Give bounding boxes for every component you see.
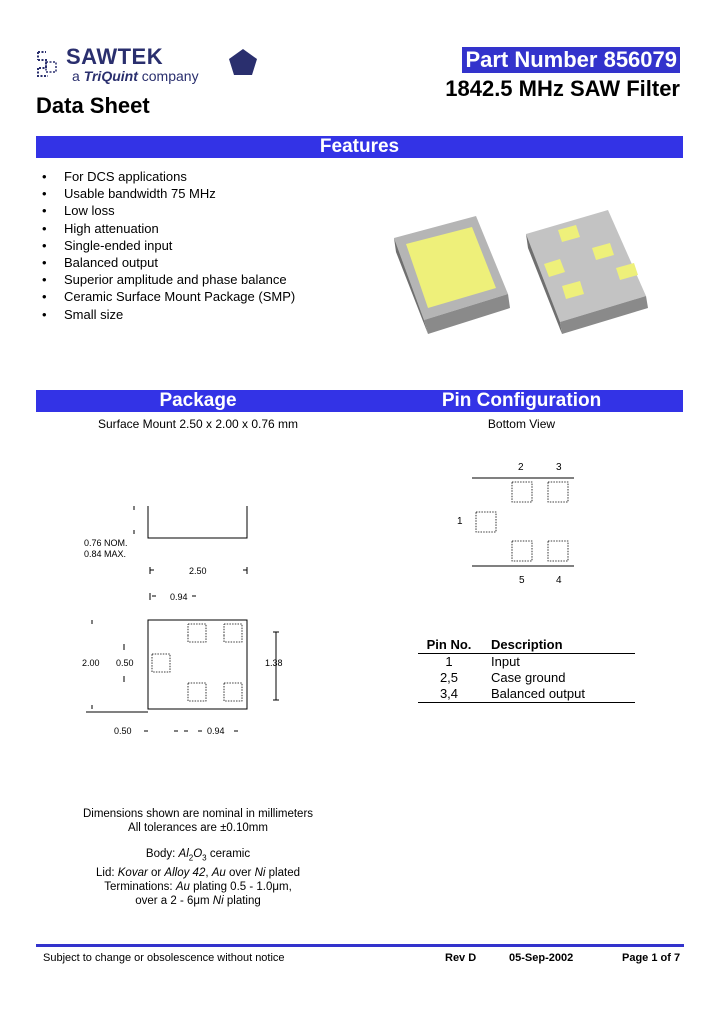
list-item: • Ceramic Surface Mount Package (SMP) — [42, 288, 295, 305]
table-row — [418, 686, 635, 702]
pin-config-heading: Pin Configuration — [360, 390, 683, 412]
termination-note: Terminations: Au plating 0.5 - 1.0μm, — [104, 880, 292, 893]
lid-note: Lid: Kovar or Alloy 42, Au over Ni plated — [96, 866, 300, 879]
list-item: • Balanced output — [42, 254, 295, 271]
dim-height-nom: 0.76 NOM. — [84, 538, 128, 548]
part-number: Part Number 856079 — [462, 47, 680, 73]
list-item: • Small size — [42, 306, 295, 323]
logo-wordmark: SAWTEK — [66, 44, 164, 69]
footer-page: Page 1 of 7 — [622, 952, 681, 964]
cell-desc: Input — [491, 654, 520, 669]
note-line: Dimensions shown are nominal in millimeters — [82, 808, 314, 820]
header-description: Description — [491, 637, 563, 652]
dim-bottom-right: 0.94 — [207, 726, 225, 736]
dimension-notes — [36, 807, 360, 836]
table-row — [418, 670, 635, 686]
features-heading: Features — [36, 136, 683, 158]
dim-width: 2.00 — [82, 658, 100, 668]
pin-table — [418, 637, 635, 703]
list-item: • Single-ended input — [42, 237, 295, 254]
pin-layout-drawing — [470, 474, 580, 570]
material-notes — [36, 847, 360, 908]
list-item: • High attenuation — [42, 220, 295, 237]
cell-desc: Balanced output — [491, 686, 585, 701]
pin-label-1: 1 — [457, 516, 463, 527]
body-note: Body: $Al_2O_3$ ceramic — [145, 848, 251, 863]
document-title: Data Sheet — [36, 93, 150, 118]
cell-pin: 2,5 — [439, 670, 459, 685]
pin-config-subtitle: Bottom View — [487, 417, 556, 431]
pin-label-5: 5 — [519, 575, 525, 586]
dim-length: 2.50 — [189, 566, 207, 576]
pentagon-icon — [228, 48, 258, 76]
package-dimension-drawing — [80, 500, 290, 740]
table-row — [418, 654, 635, 670]
dim-height-max: 0.84 MAX. — [84, 549, 127, 559]
footer-notice: Subject to change or obsolescence without notice — [43, 952, 285, 964]
footer-date: 05-Sep-2002 — [509, 952, 574, 964]
footer-revision: Rev D — [445, 952, 477, 964]
logo-mark-icon — [34, 48, 62, 78]
dim-bottom-left: 0.50 — [114, 726, 132, 736]
dim-pad-offset: 0.94 — [170, 592, 188, 602]
list-item: • Usable bandwidth 75 MHz — [42, 185, 295, 202]
package-bottom-image — [522, 206, 654, 336]
part-description: 1842.5 MHz SAW Filter — [445, 76, 680, 101]
logo-tagline: a TriQuint company — [72, 68, 199, 84]
company-logo — [34, 46, 264, 92]
list-item: • For DCS applications — [42, 168, 295, 185]
dim-pad-side: 0.50 — [116, 658, 134, 668]
package-subtitle: Surface Mount 2.50 x 2.00 x 0.76 mm — [97, 417, 299, 431]
table-bottom-rule — [418, 702, 635, 703]
table-header — [418, 637, 635, 654]
footer-rule — [36, 944, 684, 947]
cell-desc: Case ground — [491, 670, 566, 685]
list-item: • Superior amplitude and phase balance — [42, 271, 295, 288]
package-top-image — [388, 210, 514, 338]
cell-pin: 3,4 — [439, 686, 459, 701]
cell-pin: 1 — [445, 654, 453, 669]
features-list — [42, 168, 295, 323]
list-item: • Low loss — [42, 202, 295, 219]
pin-label-2: 2 — [518, 462, 524, 473]
pin-label-4: 4 — [556, 575, 562, 586]
pin-label-3: 3 — [556, 462, 562, 473]
dim-pad-span: 1.38 — [265, 658, 283, 668]
header-pin-no: Pin No. — [426, 637, 472, 652]
package-heading: Package — [36, 390, 360, 412]
termination-note-2: over a 2 - 6μm Ni plating — [135, 895, 261, 908]
note-line: All tolerances are ±0.10mm — [128, 822, 268, 835]
